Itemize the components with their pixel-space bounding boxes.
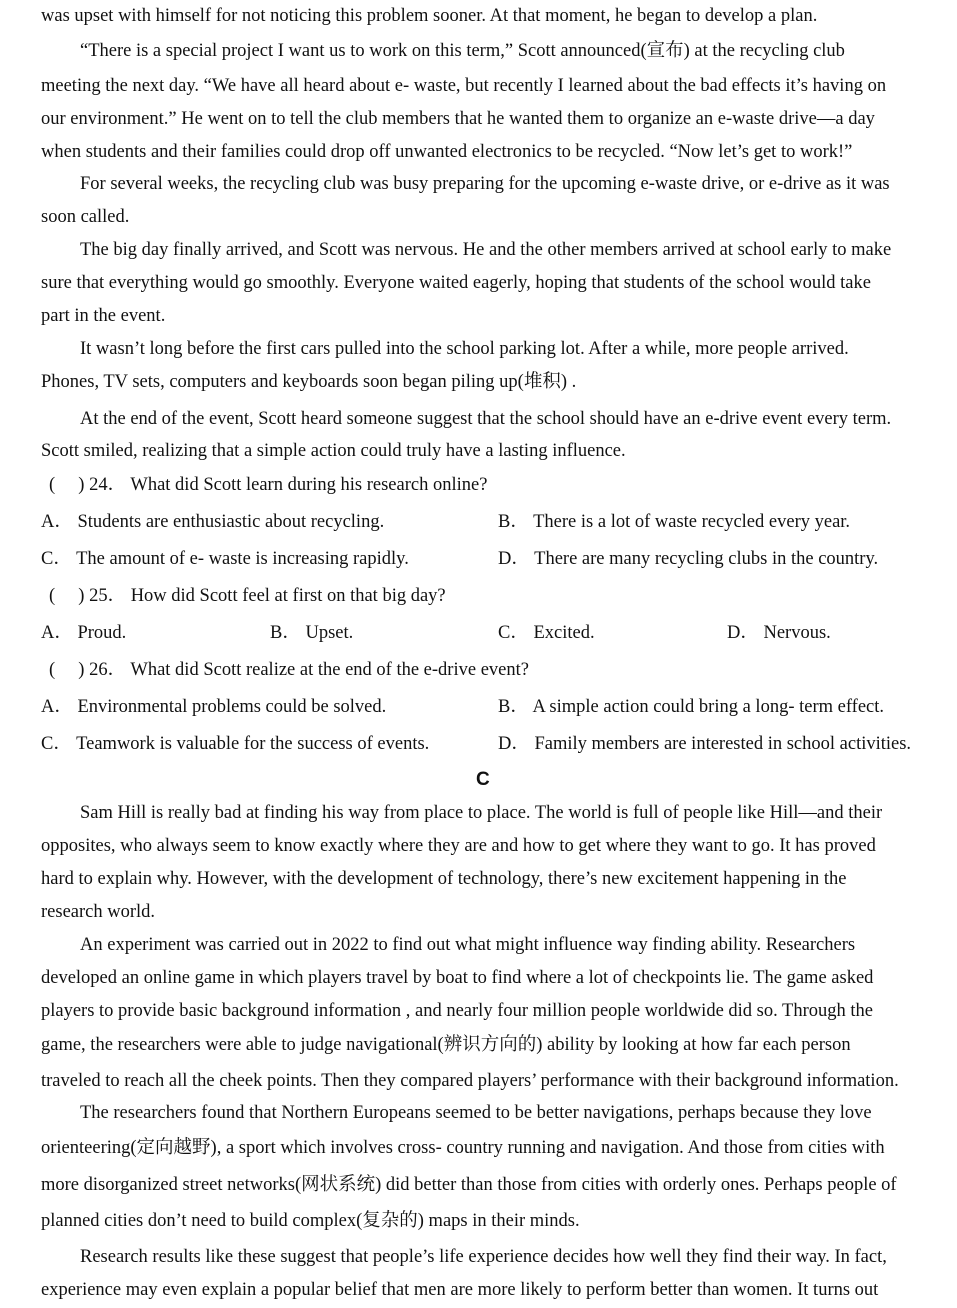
- passage-line: experience may even explain a popular belief that men are more likely to perform better than women. It turns out: [41, 1280, 879, 1300]
- passage-line: The researchers found that Northern Europeans seemed to be better navigations, perhaps because they love: [80, 1103, 872, 1123]
- answer-option: A． Students are enthusiastic about recycling.: [41, 512, 385, 532]
- passage-line: Phones, TV sets, computers and keyboards soon began piling up(堆积) .: [41, 372, 577, 392]
- passage-line: “There is a special project I want us to work on this term,” Scott announced(宣布) at the recycling club: [80, 41, 845, 61]
- question-stem: ( ) 25． How did Scott feel at first on that big day?: [49, 586, 446, 606]
- passage-line: An experiment was carried out in 2022 to find out what might influence way finding ability. Researchers: [80, 935, 856, 955]
- answer-option: A． Proud.: [41, 623, 127, 643]
- passage-line: game, the researchers were able to judge navigational(辨识方向的) ability by looking at how far each person: [41, 1035, 851, 1055]
- passage-line: when students and their families could drop off unwanted electronics to be recycled. “Now let’s get to work!”: [41, 142, 853, 162]
- passage-line: It wasn’t long before the first cars pulled into the school parking lot. After a while, more people arrived.: [80, 339, 849, 359]
- passage-line: Research results like these suggest that people’s life experience decides how well they find their way. In fact,: [80, 1247, 887, 1267]
- passage-line: meeting the next day. “We have all heard about e- waste, but recently I learned about the bad effects it’s having on: [41, 76, 887, 96]
- passage-line: hard to explain why. However, with the development of technology, there’s new excitement happening in the: [41, 869, 847, 889]
- passage-line: orienteering(定向越野), a sport which involves cross- country running and navigation. And those from cities with: [41, 1138, 885, 1158]
- answer-option: D． Nervous.: [727, 623, 831, 643]
- answer-option: B． There is a lot of waste recycled every year.: [498, 512, 851, 532]
- question-stem: ( ) 24． What did Scott learn during his research online?: [49, 475, 488, 495]
- passage-line: research world.: [41, 902, 156, 922]
- section-heading: C: [476, 769, 490, 790]
- answer-option: D． There are many recycling clubs in the country.: [498, 549, 879, 569]
- passage-line: part in the event.: [41, 306, 166, 326]
- passage-line: our environment.” He went on to tell the club members that he wanted them to organize an e-waste drive—a day: [41, 109, 875, 129]
- passage-line: sure that everything would go smoothly. Everyone waited eagerly, hoping that students of the school would take: [41, 273, 871, 293]
- passage-line: At the end of the event, Scott heard someone suggest that the school should have an e-drive event every term.: [80, 409, 892, 429]
- answer-option: B． Upset.: [270, 623, 354, 643]
- question-stem: ( ) 26． What did Scott realize at the end of the e-drive event?: [49, 660, 529, 680]
- passage-line: was upset with himself for not noticing this problem sooner. At that moment, he began to develop a plan.: [41, 6, 818, 26]
- answer-option: A． Environmental problems could be solved.: [41, 697, 387, 717]
- passage-line: soon called.: [41, 207, 130, 227]
- answer-option: B． A simple action could bring a long- term effect.: [498, 697, 885, 717]
- answer-option: C． The amount of e- waste is increasing rapidly.: [41, 549, 409, 569]
- answer-option: C． Teamwork is valuable for the success of events.: [41, 734, 430, 754]
- passage-line: opposites, who always seem to know exactly where they are and how to get where they want to go. It has proved: [41, 836, 876, 856]
- answer-option: D． Family members are interested in school activities.: [498, 734, 912, 754]
- passage-line: The big day finally arrived, and Scott was nervous. He and the other members arrived at school early to make: [80, 240, 892, 260]
- passage-line: Sam Hill is really bad at finding his way from place to place. The world is full of people like Hill—and their: [80, 803, 883, 823]
- answer-option: C． Excited.: [498, 623, 595, 643]
- passage-line: traveled to reach all the cheek points. Then they compared players’ performance with their background information.: [41, 1071, 899, 1091]
- passage-line: For several weeks, the recycling club was busy preparing for the upcoming e-waste drive, or e-drive as it was: [80, 174, 890, 194]
- passage-line: more disorganized street networks(网状系统) did better than those from cities with orderly ones. Perhaps people of: [41, 1175, 897, 1195]
- passage-line: Scott smiled, realizing that a simple action could truly have a lasting influence.: [41, 441, 626, 461]
- passage-line: players to provide basic background information , and nearly four million people worldwide did so. Through the: [41, 1001, 873, 1021]
- passage-line: developed an online game in which players travel by boat to find where a lot of checkpoints lie. The game asked: [41, 968, 874, 988]
- passage-line: planned cities don’t need to build complex(复杂的) maps in their minds.: [41, 1211, 580, 1231]
